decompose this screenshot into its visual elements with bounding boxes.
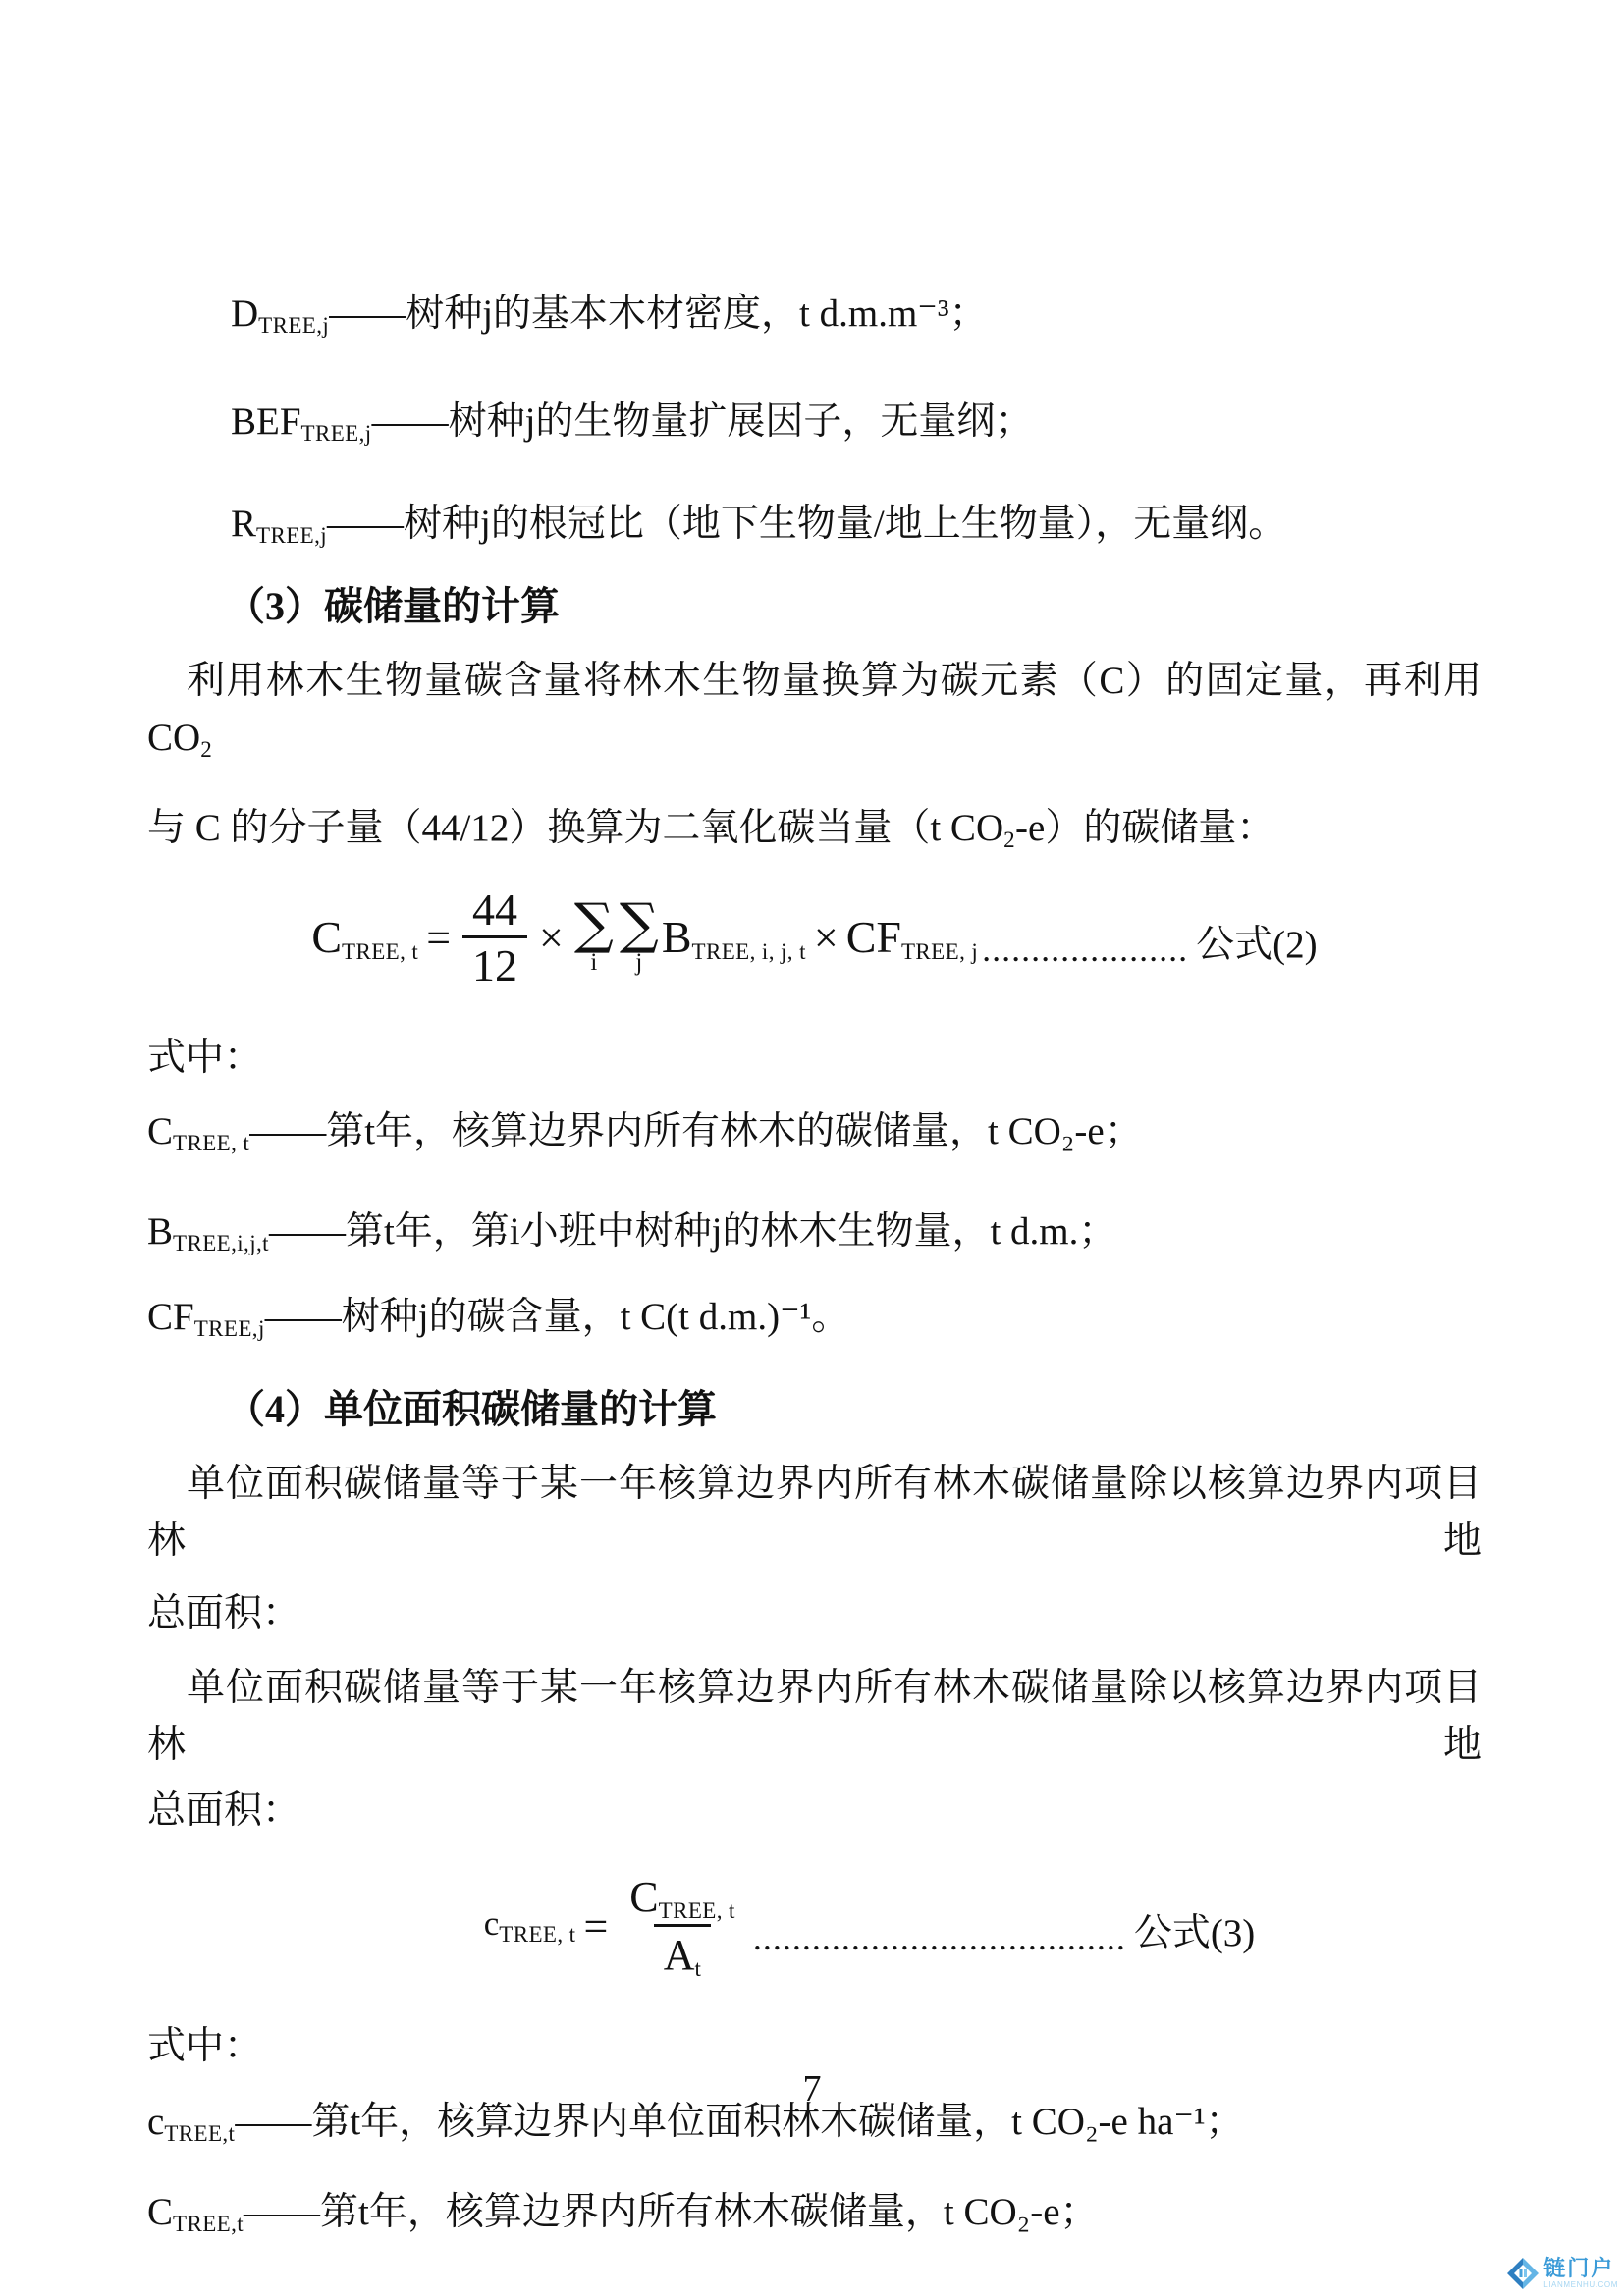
denominator xyxy=(654,1924,712,1982)
where-label: 式中： xyxy=(147,2025,263,2067)
formula2-lhs xyxy=(311,911,418,965)
symbol-subscript: TREE, t xyxy=(658,1897,735,1923)
symbol-base: A xyxy=(663,1930,695,1979)
symbol-d xyxy=(231,293,330,338)
watermark-texts xyxy=(1543,2258,1618,2289)
symbol-subscript: TREE,t xyxy=(164,2121,236,2146)
where-label: 式中： xyxy=(147,1037,263,1079)
symbol-base: B xyxy=(661,911,692,962)
symbol-bef xyxy=(231,400,372,446)
symbol-cf xyxy=(147,1296,265,1341)
formula-3-label: 公式(3) xyxy=(1133,1912,1256,1954)
symbol-c-upper xyxy=(147,2191,244,2236)
subscript-2: 2 xyxy=(200,737,213,762)
watermark-logo xyxy=(1506,2257,1618,2290)
definition-text: ——树种j的基本木材密度，t d.m.m⁻³； xyxy=(329,293,988,335)
symbol-subscript: TREE, i, j, t xyxy=(691,938,806,964)
definition-text: ——第t年，第i小班中树种j的林木生物量，t d.m.； xyxy=(268,1210,1117,1253)
definition-line-r xyxy=(147,496,1482,564)
summation-index: j xyxy=(635,949,643,977)
symbol-subscript: TREE,j xyxy=(258,313,330,338)
sigma-icon: ∑ xyxy=(573,892,614,957)
definition-text: ——树种j的根冠比（地下生物量/地上生物量），无量纲。 xyxy=(327,503,1287,545)
definition-line-b-tree xyxy=(147,1203,1482,1272)
paragraph-text: 与 C 的分子量（44/12）换算为二氧化碳当量（t CO xyxy=(147,807,1004,849)
symbol-base: C xyxy=(629,1872,659,1921)
fraction-44-12 xyxy=(462,884,527,990)
diamond-logo-icon xyxy=(1506,2257,1540,2290)
symbol-base: CF xyxy=(845,911,901,962)
definition-line-d xyxy=(147,286,1482,354)
symbol-base: C xyxy=(147,1110,174,1152)
section-4-paragraph-repeat-line-1: 单位面积碳储量等于某一年核算边界内所有林木碳储量除以核算边界内项目林地 xyxy=(147,1667,1482,1766)
definition-text: ——第t年，核算边界内单位面积林木碳储量，t CO₂-e ha⁻¹； xyxy=(235,2101,1244,2143)
symbol-base: R xyxy=(231,503,257,545)
paragraph-text: -e）的碳储量： xyxy=(1015,807,1275,849)
definition-text: ——树种j的生物量扩展因子，无量纲； xyxy=(371,400,1034,443)
fraction-c-over-a xyxy=(620,1871,745,1982)
definition-line-c-tree-t xyxy=(147,1103,1482,1172)
summation-index: i xyxy=(590,949,598,977)
definition-text: ——树种j的碳含量，t C(t d.m.)⁻¹。 xyxy=(264,1296,850,1338)
multiplication-sign: × xyxy=(539,913,564,962)
dot-leader: ...................................... xyxy=(752,1918,1126,1957)
page-content xyxy=(147,0,1482,2253)
symbol-c xyxy=(147,1110,250,1155)
formula-2-label: 公式(2) xyxy=(1196,924,1318,966)
summation-j xyxy=(619,892,659,977)
formula3-lhs xyxy=(484,1904,576,1948)
equals-sign: = xyxy=(583,1901,609,1950)
subscript-2: 2 xyxy=(1003,828,1016,852)
symbol-base: c xyxy=(147,2101,165,2143)
section-4-paragraph-repeat-line-2: 总面积： xyxy=(147,1789,301,1832)
symbol-base: B xyxy=(147,1210,174,1253)
formula-3 xyxy=(202,1847,1537,2004)
symbol-subscript: TREE, t xyxy=(499,1922,576,1947)
symbol-base: c xyxy=(483,1904,500,1943)
section-4-heading: （4）单位面积碳储量的计算 xyxy=(226,1387,717,1431)
page-number: 7 xyxy=(802,2068,822,2109)
formula2-cf-term xyxy=(846,911,978,965)
sigma-icon: ∑ xyxy=(619,892,659,957)
dot-leader: ..................... xyxy=(982,930,1189,969)
symbol-base: C xyxy=(147,2191,174,2233)
section-4-paragraph-line-2: 总面积： xyxy=(147,1592,301,1634)
definition-text: ——第t年，核算边界内所有林木碳储量，t CO₂-e； xyxy=(244,2191,1099,2233)
section-3-paragraph-line-2 xyxy=(147,800,1482,869)
symbol-subscript: TREE, j xyxy=(900,938,979,964)
formula-2 xyxy=(147,869,1482,1006)
section-3-heading: （3）碳储量的计算 xyxy=(226,584,560,628)
definition-line-bef xyxy=(147,394,1482,462)
symbol-subscript: TREE,j xyxy=(300,421,372,446)
symbol-subscript: TREE, t xyxy=(342,938,419,964)
section-4-paragraph-line-1: 单位面积碳储量等于某一年核算边界内所有林木碳储量除以核算边界内项目林地 xyxy=(147,1463,1482,1562)
symbol-base: D xyxy=(231,293,259,335)
symbol-subscript: TREE,j xyxy=(256,523,328,548)
multiplication-sign: × xyxy=(813,913,839,962)
section-3-paragraph-line-1 xyxy=(147,653,1482,778)
equals-sign: = xyxy=(426,913,452,962)
symbol-base: CF xyxy=(147,1296,194,1338)
symbol-r xyxy=(231,503,328,548)
symbol-subscript: TREE,j xyxy=(193,1316,265,1341)
symbol-subscript: TREE, t xyxy=(173,1131,250,1155)
denominator: 12 xyxy=(462,935,527,991)
symbol-base: C xyxy=(311,911,343,962)
watermark-domain: LIANMENHU.COM xyxy=(1543,2280,1618,2289)
watermark-brand: 链门户 xyxy=(1543,2256,1615,2280)
symbol-base: BEF xyxy=(231,400,301,443)
symbol-b xyxy=(147,1210,269,1253)
definition-line-cf-tree xyxy=(147,1289,1482,1358)
symbol-subscript: t xyxy=(694,1955,702,1981)
symbol-subscript: TREE,t xyxy=(173,2212,244,2236)
definition-line-c-upper xyxy=(147,2184,1482,2253)
numerator: 44 xyxy=(472,883,518,934)
paragraph-text: 利用林木生物量碳含量将林木生物量换算为碳元素（C）的固定量，再利用 CO xyxy=(147,660,1482,759)
formula2-b-term xyxy=(662,911,806,965)
symbol-subscript: TREE,i,j,t xyxy=(173,1231,269,1255)
definition-text: ——第t年，核算边界内所有林木的碳储量，t CO₂-e； xyxy=(249,1110,1143,1152)
numerator xyxy=(620,1871,745,1924)
summation-i xyxy=(573,892,614,977)
